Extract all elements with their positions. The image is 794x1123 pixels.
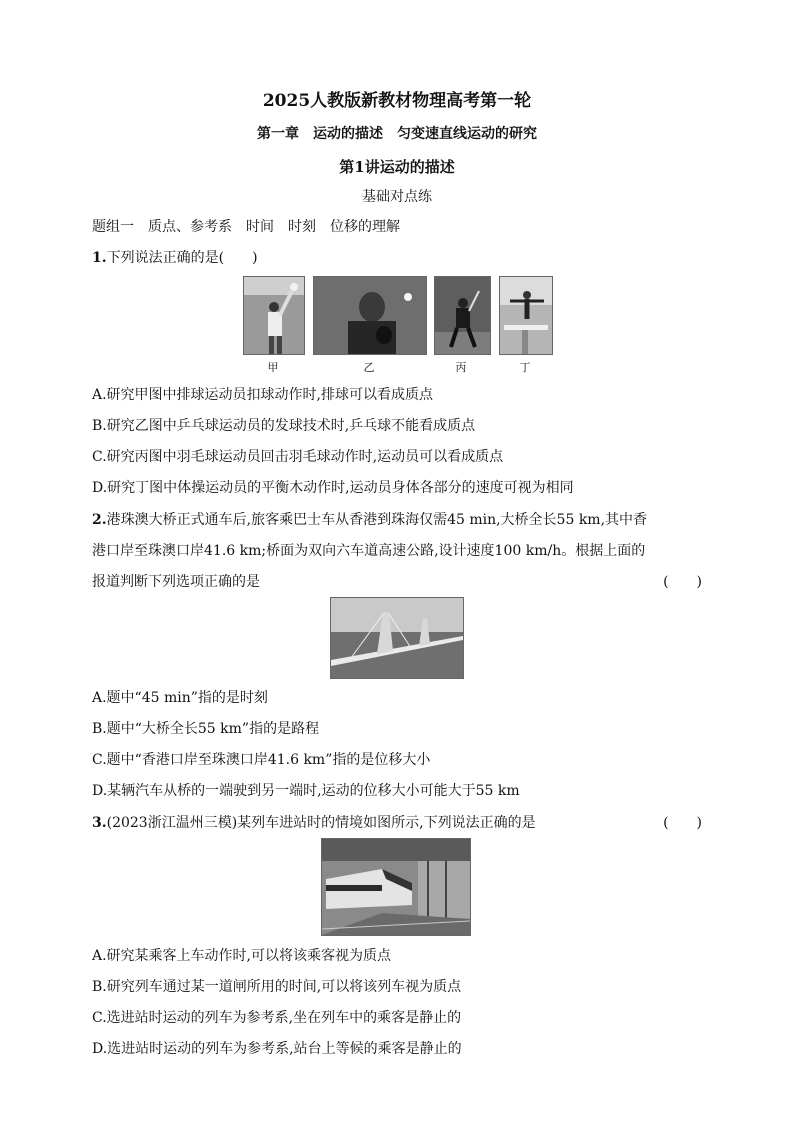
question-number: 3. xyxy=(92,815,107,831)
question-2-line-3: 报道判断下列选项正确的是 xyxy=(92,574,260,590)
volleyball-photo xyxy=(243,276,305,355)
q3-option-a: A.研究某乘客上车动作时,可以将该乘客视为质点 xyxy=(92,948,392,964)
question-2-line-1 xyxy=(92,509,647,529)
lesson-heading: 第1讲运动的描述 xyxy=(339,158,455,176)
q3-option-d: D.选进站时运动的列车为参考系,站台上等候的乘客是静止的 xyxy=(92,1041,462,1057)
train-station-photo xyxy=(321,838,471,936)
section-heading: 基础对点练 xyxy=(362,189,432,205)
group-heading: 题组一 质点、参考系 时间 时刻 位移的理解 xyxy=(92,219,400,235)
caption-jia: 甲 xyxy=(267,361,279,374)
chapter-heading: 第一章 运动的描述 匀变速直线运动的研究 xyxy=(257,126,537,142)
caption-ding: 丁 xyxy=(519,361,531,374)
answer-bracket: ( ) xyxy=(663,815,702,831)
question-text: 港珠澳大桥正式通车后,旅客乘巴士车从香港到珠海仅需45 min,大桥全长55 km,其中香 xyxy=(106,512,648,528)
q2-option-c: C.题中“香港口岸至珠澳口岸41.6 km”指的是位移大小 xyxy=(92,752,431,768)
q1-option-b: B.研究乙图中乒乓球运动员的发球技术时,乒乓球不能看成质点 xyxy=(92,418,476,434)
answer-bracket: ( ) xyxy=(663,574,702,590)
q1-option-d: D.研究丁图中体操运动员的平衡木动作时,运动员身体各部分的速度可视为相同 xyxy=(92,480,574,496)
q1-option-c: C.研究丙图中羽毛球运动员回击羽毛球动作时,运动员可以看成质点 xyxy=(92,449,504,465)
q3-option-c: C.选进站时运动的列车为参考系,坐在列车中的乘客是静止的 xyxy=(92,1010,462,1026)
badminton-photo xyxy=(434,276,491,355)
caption-bing: 丙 xyxy=(455,361,467,374)
question-2-line-2: 港口岸至珠澳口岸41.6 km;桥面为双向六车道高速公路,设计速度100 km/h。根据上面的 xyxy=(92,543,646,559)
question-number: 2. xyxy=(92,512,107,528)
q2-option-a: A.题中“45 min”指的是时刻 xyxy=(92,690,268,706)
question-3-stem xyxy=(92,812,536,832)
q2-option-b: B.题中“大桥全长55 km”指的是路程 xyxy=(92,721,320,737)
q2-option-d: D.某辆汽车从桥的一端驶到另一端时,运动的位移大小可能大于55 km xyxy=(92,783,520,799)
caption-yi: 乙 xyxy=(363,361,375,374)
bridge-photo xyxy=(330,597,464,679)
question-text: (2023浙江温州三模)某列车进站时的情境如图所示,下列说法正确的是 xyxy=(106,815,536,831)
question-number: 1. xyxy=(92,250,107,266)
page-title: 2025人教版新教材物理高考第一轮 xyxy=(262,91,532,111)
question-text: 下列说法正确的是( ) xyxy=(106,250,258,266)
table-tennis-photo xyxy=(313,276,427,355)
q1-option-a: A.研究甲图中排球运动员扣球动作时,排球可以看成质点 xyxy=(92,387,434,403)
q3-option-b: B.研究列车通过某一道闸所用的时间,可以将该列车视为质点 xyxy=(92,979,462,995)
question-1-stem xyxy=(92,247,258,267)
balance-beam-photo xyxy=(499,276,553,355)
